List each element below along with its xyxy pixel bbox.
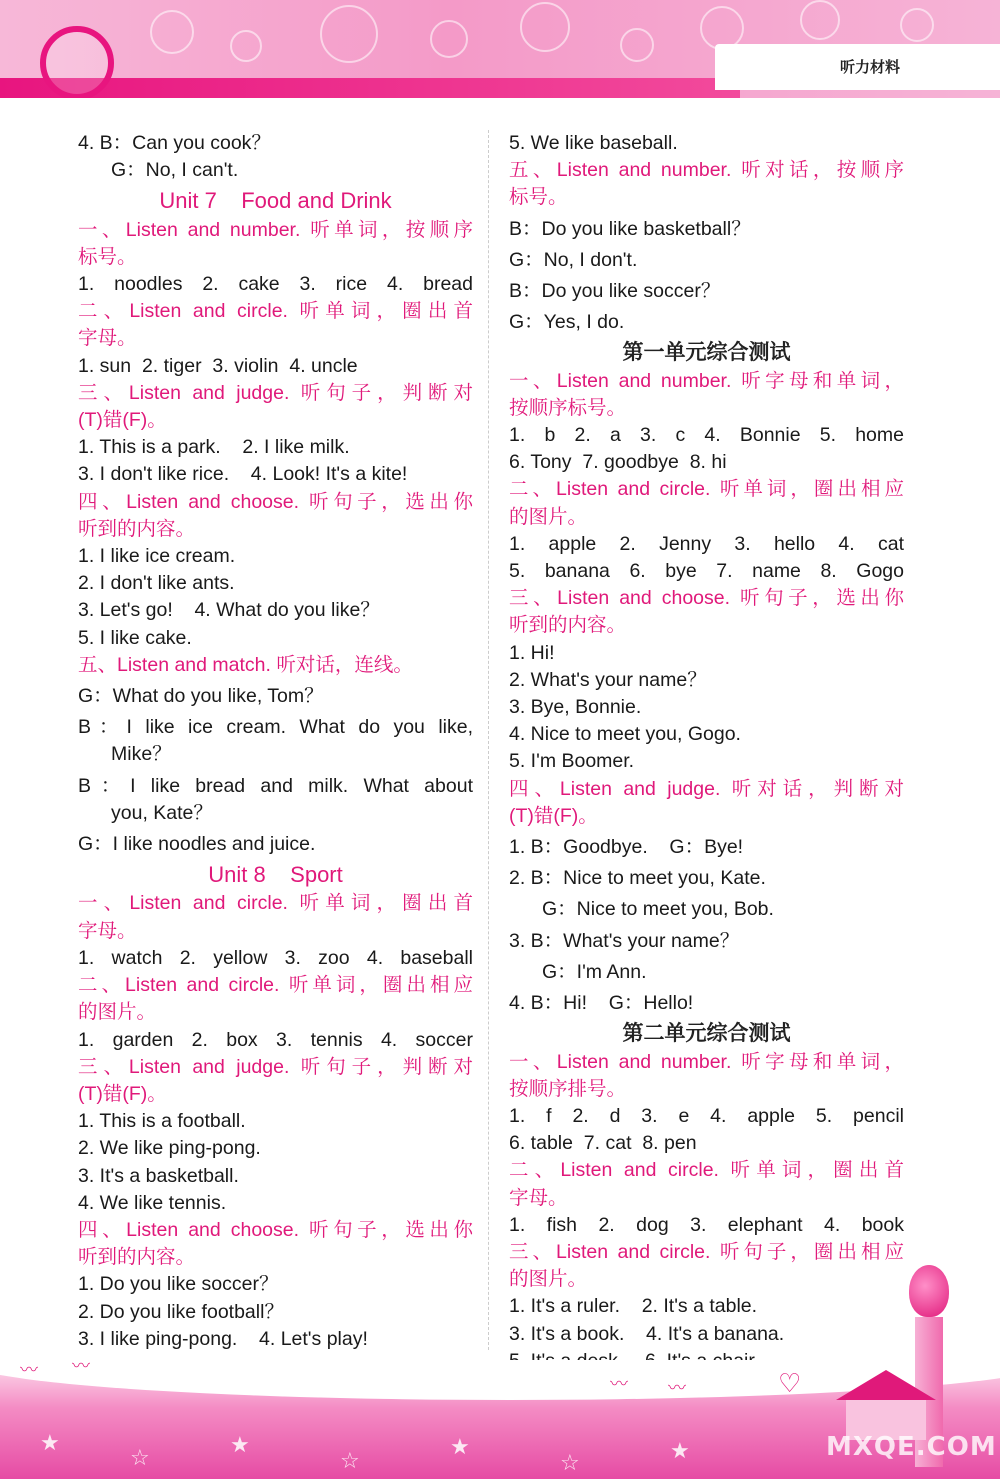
exercise-instruction: 二、Listen and circle. 听单词，圈出相应	[78, 974, 473, 997]
left-column	[78, 130, 473, 1353]
answer-line: 3. I don't like rice. 4. Look! It's a kite!	[78, 463, 408, 486]
exercise-instruction: 四、Listen and choose. 听句子，选出你	[78, 1218, 473, 1241]
exercise-instruction: 五、Listen and match. 听对话，连线。	[78, 653, 413, 676]
bird-icon: 〰	[72, 1356, 90, 1376]
dialogue-line: G：I like noodles and juice.	[78, 833, 316, 856]
dialogue-line: G：Nice to meet you, Bob.	[542, 898, 774, 921]
exercise-instruction: 三、Listen and circle. 听句子，圈出相应	[509, 1240, 904, 1263]
exercise-instruction: 的图片。	[509, 1268, 588, 1291]
answer-line: 1. sun 2. tiger 3. violin 4. uncle	[78, 354, 358, 377]
answer-line: 2. Do you like football？	[78, 1300, 284, 1323]
answer-line: 3. Let's go! 4. What do you like？	[78, 599, 380, 622]
exercise-instruction: 一、Listen and number. 听单词，按顺序	[78, 218, 473, 241]
dialogue-line: G：What do you like, Tom？	[78, 685, 324, 708]
watermark: MXQE.COM	[826, 1432, 997, 1462]
exercise-instruction: 二、Listen and circle. 听单词，圈出相应	[509, 478, 904, 501]
dialogue-line: 4. B：Hi! G：Hello!	[509, 992, 694, 1015]
bird-icon: 〰	[668, 1378, 686, 1398]
answer-line: 1. It's a ruler. 2. It's a table.	[509, 1295, 758, 1318]
exercise-instruction: 四、Listen and judge. 听对话，判断对	[509, 777, 904, 800]
answer-line: 3. Bye, Bonnie.	[509, 696, 642, 719]
exercise-instruction: 四、Listen and choose. 听句子，选出你	[78, 490, 473, 513]
dialogue-line: B：Do you like soccer？	[509, 280, 721, 303]
exercise-instruction: 五、Listen and number. 听对话，按顺序	[509, 159, 904, 182]
answer-line: 2. I don't like ants.	[78, 572, 235, 595]
answer-line: 4. We like tennis.	[78, 1191, 227, 1214]
answer-line: 5. I like cake.	[78, 626, 192, 649]
answer-line: 5. I'm Boomer.	[509, 750, 635, 773]
exercise-instruction: (T)错(F)。	[509, 804, 598, 827]
right-column	[509, 130, 904, 1375]
exercise-instruction: 听到的内容。	[509, 614, 627, 637]
bird-icon: 〰	[610, 1374, 628, 1394]
answer-line: 5. We like baseball.	[509, 132, 678, 154]
exercise-instruction: 一、Listen and circle. 听单词，圈出首	[78, 892, 473, 915]
dialogue-line: 1. B：Goodbye. G：Bye!	[509, 836, 744, 859]
answer-line: 1. apple 2. Jenny 3. hello 4. cat	[509, 532, 904, 555]
exercise-instruction: 听到的内容。	[78, 517, 196, 540]
answer-line: 1. This is a park. 2. I like milk.	[78, 436, 350, 459]
unit-heading: Unit 7 Food and Drink	[159, 188, 392, 214]
exercise-instruction: 字母。	[509, 1186, 568, 1209]
exercise-instruction: 字母。	[78, 919, 137, 942]
exercise-instruction: 按顺序排号。	[509, 1077, 627, 1100]
exercise-instruction: (T)错(F)。	[78, 409, 167, 432]
answer-line: 5. banana 6. bye 7. name 8. Gogo	[509, 560, 904, 583]
answer-line: 1. garden 2. box 3. tennis 4. soccer	[78, 1028, 473, 1051]
dialogue-line: G：Yes, I do.	[509, 311, 625, 334]
answer-line: 2. We like ping-pong.	[78, 1137, 261, 1160]
exercise-instruction: 的图片。	[78, 1001, 157, 1024]
answer-line: 4. Nice to meet you, Gogo.	[509, 723, 741, 746]
header-banner	[0, 0, 1000, 98]
answer-line: 6. table 7. cat 8. pen	[509, 1132, 697, 1155]
answer-line: 1. noodles 2. cake 3. rice 4. bread	[78, 273, 473, 296]
column-divider	[488, 130, 489, 1350]
house-illustration	[836, 1370, 936, 1440]
heart-icon: ♡	[778, 1368, 802, 1398]
footer-decoration: ★ ☆ ★ ☆ ★ ☆ ★	[0, 1360, 1000, 1479]
test-heading: 第二单元综合测试	[622, 1021, 791, 1046]
dialogue-line: G：No, I can't.	[111, 159, 239, 182]
answer-line: 1. b 2. a 3. c 4. Bonnie 5. home	[509, 424, 904, 447]
answer-line: 2. What's your name？	[509, 668, 707, 691]
dialogue-line: B：Do you like basketball？	[509, 217, 751, 240]
header-ring-icon	[40, 26, 114, 98]
bird-icon: 〰	[20, 1360, 38, 1380]
exercise-instruction: 一、Listen and number. 听字母和单词，	[509, 369, 904, 392]
exercise-instruction: 标号。	[78, 245, 137, 268]
dialogue-line: B：I like ice cream. What do you like,	[78, 716, 473, 739]
answer-line: 1. I like ice cream.	[78, 545, 236, 568]
answer-line: 1. f 2. d 3. e 4. apple 5. pencil	[509, 1104, 904, 1127]
answer-line: 3. It's a basketball.	[78, 1164, 239, 1187]
exercise-instruction: 按顺序标号。	[509, 396, 627, 419]
page-section-title: 听力材料	[839, 58, 900, 76]
dialogue-line: G：I'm Ann.	[542, 960, 647, 983]
unit-heading: Unit 8 Sport	[208, 862, 343, 888]
exercise-instruction: (T)错(F)。	[78, 1082, 167, 1105]
answer-line: 1. This is a football.	[78, 1110, 246, 1133]
answer-line: 1. Hi!	[509, 641, 555, 664]
dialogue-line: Mike？	[111, 743, 172, 766]
exercise-instruction: 一、Listen and number. 听字母和单词，	[509, 1050, 904, 1073]
dialogue-line: B：I like bread and milk. What about	[78, 774, 473, 797]
answer-line: 4. B：Can you cook？	[78, 132, 271, 154]
exercise-instruction: 三、Listen and judge. 听句子，判断对	[78, 381, 473, 404]
exercise-instruction: 标号。	[509, 186, 568, 209]
exercise-instruction: 听到的内容。	[78, 1246, 196, 1269]
exercise-instruction: 二、Listen and circle. 听单词，圈出首	[509, 1159, 904, 1182]
exercise-instruction: 三、Listen and judge. 听句子，判断对	[78, 1055, 473, 1078]
answer-line: 1. watch 2. yellow 3. zoo 4. baseball	[78, 946, 473, 969]
exercise-instruction: 二、Listen and circle. 听单词，圈出首	[78, 300, 473, 323]
dialogue-line: 2. B：Nice to meet you, Kate.	[509, 867, 766, 890]
test-heading: 第一单元综合测试	[622, 340, 791, 365]
dialogue-line: you, Kate？	[111, 801, 213, 824]
exercise-instruction: 的图片。	[509, 505, 588, 528]
answer-line: 3. I like ping-pong. 4. Let's play!	[78, 1327, 368, 1350]
exercise-instruction: 三、Listen and choose. 听句子，选出你	[509, 587, 904, 610]
answer-line: 1. fish 2. dog 3. elephant 4. book	[509, 1213, 904, 1236]
header-stripe	[0, 78, 740, 98]
answer-line: 1. Do you like soccer？	[78, 1273, 279, 1296]
dialogue-line: G：No, I don't.	[509, 248, 638, 271]
answer-line: 6. Tony 7. goodbye 8. hi	[509, 451, 727, 474]
dialogue-line: 3. B：What's your name？	[509, 929, 740, 952]
answer-line: 3. It's a book. 4. It's a banana.	[509, 1322, 785, 1345]
exercise-instruction: 字母。	[78, 327, 137, 350]
